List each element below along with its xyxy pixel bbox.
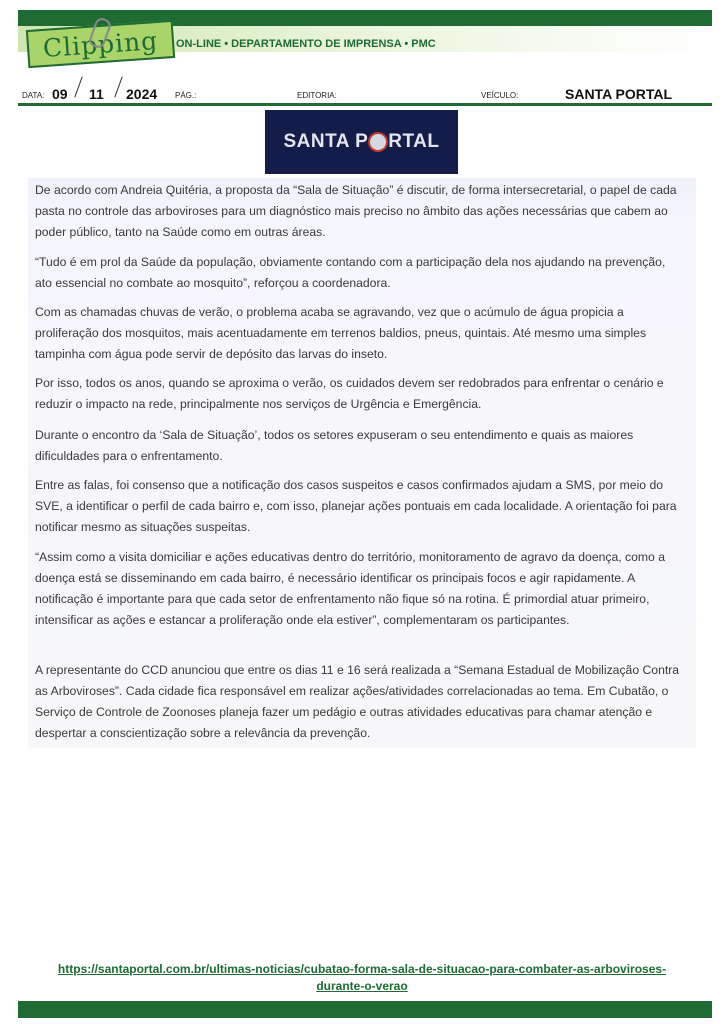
article-paragraph: De acordo com Andreia Quitéria, a proposta da “Sala de Situação” é discutir, de forma intersecretarial, o papel de cada pasta no controle das arboviroses para um diagnóstico mais preciso no âmbito das ações necessárias que cabem ao poder público, tanto na Saúde como em outras áreas. — [35, 183, 677, 239]
metadata-row — [22, 86, 712, 104]
article-paragraph: Entre as falas, foi consenso que a notificação dos casos suspeitos e casos confirmados ajudam a SMS, por meio do SVE, a identificar o perfil de cada bairro e, com isso, planejar ações pontuais em cada localidade. A orientação foi para notificar mesmo as situações suspeitas. — [35, 478, 677, 534]
logo-text-left: SANTA P — [283, 131, 369, 152]
veiculo-label: VEÍCULO: — [481, 91, 519, 100]
article-body — [28, 178, 696, 748]
date-label: DATA: — [22, 91, 45, 100]
veiculo-name: SANTA PORTAL — [565, 86, 673, 102]
page-label: PÁG.: — [175, 91, 197, 100]
bottom-green-bar — [18, 1001, 712, 1018]
header-divider — [18, 103, 712, 106]
article-paragraph: “Assim como a visita domiciliar e ações educativas dentro do território, monitoramento de agravo da doença, como a doença está se disseminando em cada bairro, é necessário identificar os principais focos e agir rapidamente. A notificação é importante para que cada setor de enfrentamento não fique só na rotina. É primordial atuar primeiro, intensificar as ações e estancar a proliferação onde ela estiver”, complementaram os participantes. — [35, 550, 665, 627]
santa-portal-logo — [265, 110, 458, 174]
source-link[interactable]: https://santaportal.com.br/ultimas-noticias/cubatao-forma-sala-de-situacao-para-combater-as-arboviroses-durante-o-verao — [57, 962, 667, 993]
clipping-logo-text: Clipping — [42, 25, 159, 63]
date-separator — [74, 76, 82, 97]
article-paragraph: Por isso, todos os anos, quando se aproxima o verão, os cuidados devem ser redobrados para enfrentar o cenário e reduzir o impacto na rede, principalmente nos serviços de Urgência e Emergência. — [35, 376, 664, 411]
article-paragraph: Durante o encontro da ‘Sala de Situação’, todos os setores expuseram o seu entendimento e quais as maiores dificuldades para o enfrentamento. — [35, 428, 634, 463]
editoria-label: EDITORIA: — [297, 91, 337, 100]
date-year: 2024 — [126, 86, 158, 102]
date-separator — [114, 76, 122, 97]
logo-text-right: RTAL — [388, 131, 440, 152]
globe-icon — [368, 132, 388, 152]
date-month: 11 — [89, 86, 104, 102]
article-paragraph: Com as chamadas chuvas de verão, o problema acaba se agravando, vez que o acúmulo de água propicia a proliferação dos mosquitos, mais acentuadamente em terrenos baldios, pneus, quintais. Até mesmo uma simples tampinha com água pode servir de depósito das larvas do inseto. — [35, 305, 647, 361]
article-paragraph: A representante do CCD anunciou que entre os dias 11 e 16 será realizada a “Semana Estadual de Mobilização Contra as Arboviroses”. Cada cidade fica responsável em realizar ações/atividades correlacionadas ao tema. Em Cubatão, o Serviço de Controle de Zoonoses planeja fazer um pedágio e outras atividades educativas para chamar atenção e despertar a conscientização sobre a relevância da prevenção. — [35, 663, 680, 740]
department-title: ON-LINE • DEPARTAMENTO DE IMPRENSA • PMC — [176, 38, 436, 50]
date-day: 09 — [52, 86, 68, 102]
article-paragraph: “Tudo é em prol da Saúde da população, obviamente contando com a participação dela nos ajudando na prevenção, ato essencial no combate ao mosquito”, reforçou a coordenadora. — [35, 255, 666, 290]
